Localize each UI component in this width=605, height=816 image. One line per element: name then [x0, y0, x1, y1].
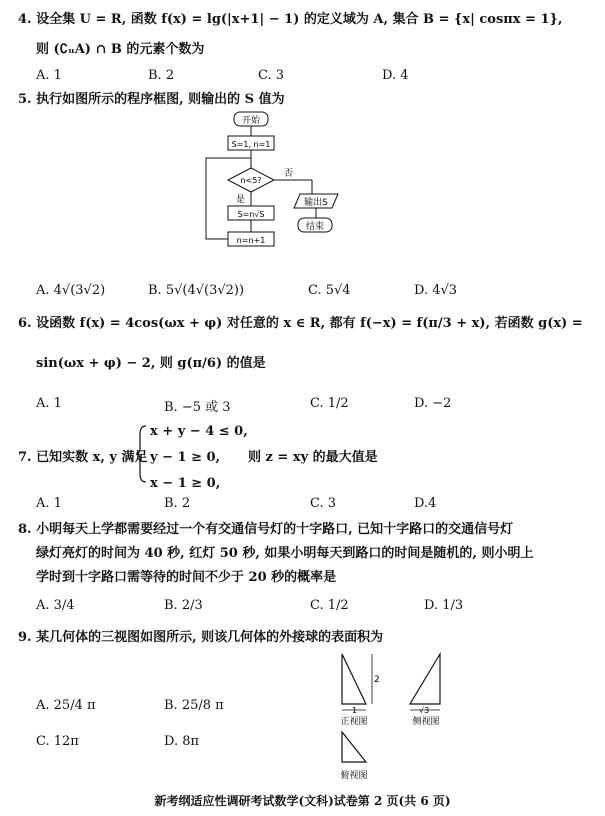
top-view-triangle: [342, 732, 366, 762]
q4-line2: 则 (∁ᵤA) ∩ B 的元素个数为: [36, 42, 205, 57]
q7-constraint-3: x − 1 ≥ 0,: [150, 476, 221, 491]
flow-start-label: 开始: [241, 116, 261, 126]
q7-lead: 7. 已知实数 x, y 满足: [18, 450, 148, 465]
q6-option-a: A. 1: [36, 396, 62, 411]
q7-tail: 则 z = xy 的最大值是: [248, 450, 378, 465]
q4-option-b: B. 2: [148, 68, 175, 83]
front-view-height-label: 2: [374, 675, 380, 685]
q5-option-b: B. 5√(4√(3√2)): [148, 283, 245, 298]
q5-option-c: C. 5√4: [308, 283, 351, 298]
flow-no-label: 否: [284, 169, 294, 179]
q5-option-d: D. 4√3: [414, 283, 458, 298]
side-view-width-label: √3: [419, 706, 430, 715]
q6-line1: 6. 设函数 f(x) = 4cos(ωx + φ) 对任意的 x ∈ R, 都有 f(−x) = f(π/3 + x), 若函数 g(x) =: [18, 316, 583, 331]
q7-constraint-1: x + y − 4 ≤ 0,: [150, 424, 248, 439]
q5-stem: 5. 执行如图所示的程序框图, 则输出的 S 值为: [18, 92, 285, 107]
q6-option-c: C. 1/2: [310, 396, 349, 411]
q4-line1: 4. 设全集 U = R, 函数 f(x) = lg(|x+1| − 1) 的定义域为 A, 集合 B = {x| cosπx = 1},: [18, 12, 563, 27]
front-view-triangle: [342, 654, 366, 704]
flow-init-label: S=1, n=1: [231, 140, 271, 149]
flow-assign-label: S=n√S: [237, 210, 265, 219]
flow-output-label: 输出S: [304, 198, 328, 208]
flow-incr-label: n=n+1: [236, 236, 266, 245]
flow-yes-label: 是: [236, 195, 246, 205]
front-view-caption: 正视图: [340, 717, 368, 727]
q8-option-d: D. 1/3: [424, 598, 464, 613]
q9-option-d: D. 8π: [164, 734, 200, 749]
q8-line2: 绿灯亮灯的时间为 40 秒, 红灯 50 秒, 如果小明每天到路口的时间是随机的, 则小明上: [36, 546, 534, 561]
q7-option-d: D.4: [414, 496, 437, 511]
q9-option-b: B. 25/8 π: [164, 698, 224, 713]
q9-option-c: C. 12π: [36, 734, 79, 749]
q5-option-a: A. 4√(3√2): [36, 283, 106, 298]
q7-constraint-2: y − 1 ≥ 0,: [150, 450, 221, 465]
q6-line2: sin(ωx + φ) − 2, 则 g(π/6) 的值是: [36, 356, 266, 371]
q5-flowchart: [200, 110, 350, 250]
q8-line3: 学时到十字路口需等待的时间不少于 20 秒的概率是: [36, 570, 337, 585]
q6-option-b: B. −5 或 3: [164, 400, 231, 415]
top-view-caption: 俯视图: [340, 771, 368, 781]
q7-brace: [136, 424, 148, 484]
q9-three-views: [330, 650, 480, 786]
q8-option-c: C. 1/2: [310, 598, 349, 613]
flow-end-label: 结束: [305, 222, 325, 232]
q9-option-a: A. 25/4 π: [36, 698, 96, 713]
q7-option-b: B. 2: [164, 496, 191, 511]
q9-stem: 9. 某几何体的三视图如图所示, 则该几何体的外接球的表面积为: [18, 630, 384, 645]
q8-line1: 8. 小明每天上学都需要经过一个有交通信号灯的十字路口, 已知十字路口的交通信号灯: [18, 522, 514, 537]
q8-option-b: B. 2/3: [164, 598, 203, 613]
q7-option-c: C. 3: [310, 496, 337, 511]
page-footer: 新考纲适应性调研考试数学(文科)试卷第 2 页(共 6 页): [154, 794, 451, 808]
front-view-width-label: 1: [352, 706, 358, 715]
q4-option-c: C. 3: [258, 68, 285, 83]
side-view-triangle: [410, 654, 440, 704]
q4-option-d: D. 4: [382, 68, 409, 83]
q6-option-d: D. −2: [414, 396, 452, 411]
flow-cond-label: n<5?: [240, 176, 262, 185]
q7-option-a: A. 1: [36, 496, 62, 511]
q8-option-a: A. 3/4: [36, 598, 75, 613]
q4-option-a: A. 1: [36, 68, 62, 83]
side-view-caption: 侧视图: [412, 717, 440, 727]
